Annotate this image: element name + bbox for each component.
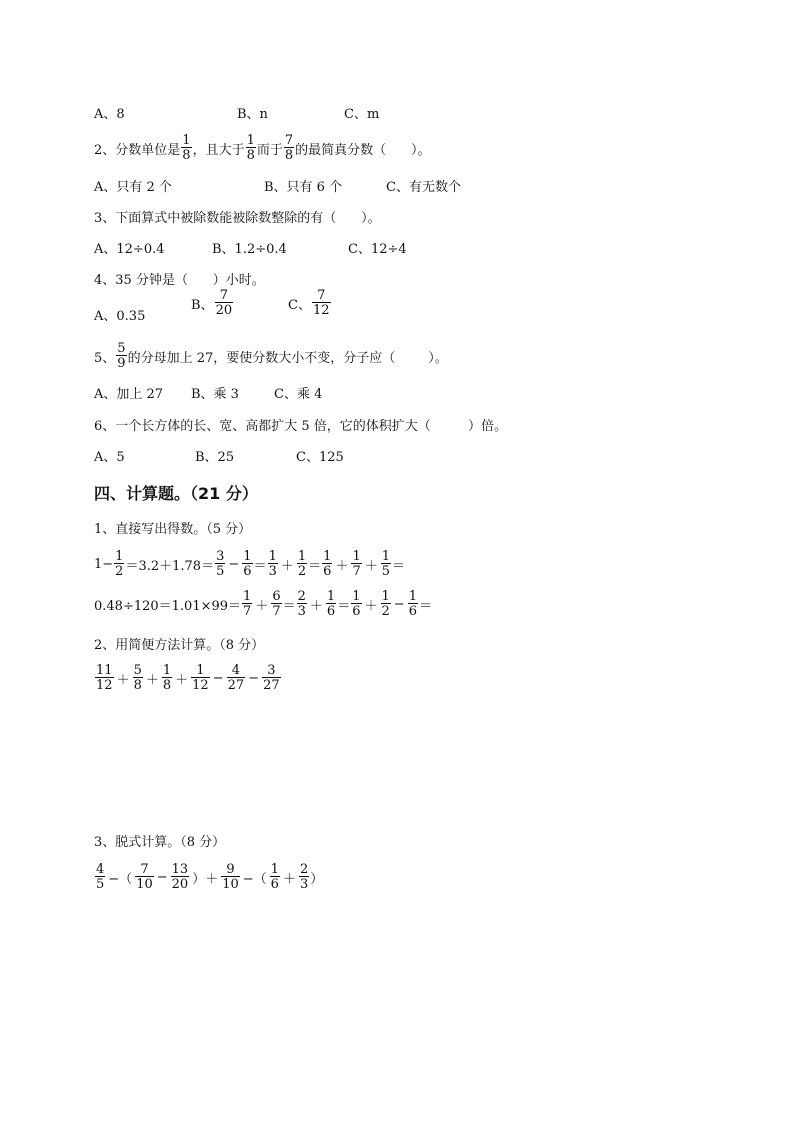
fraction [270, 863, 280, 891]
fraction [312, 289, 331, 317]
expression-text: − [156, 869, 168, 885]
denominator: 6 [243, 564, 252, 579]
expression-text: ＋ [335, 558, 349, 574]
denominator: 6 [270, 877, 279, 892]
fraction [322, 550, 332, 578]
numerator: 7 [140, 862, 149, 877]
numerator: 1 [182, 133, 191, 148]
numerator: 1 [326, 589, 336, 604]
expression-text: −（ [242, 871, 267, 887]
fraction [227, 664, 246, 692]
q4-option-c: C、 $\frac{7}{12}$ [288, 288, 330, 318]
q2-option-b: B、只有 6 个 [264, 179, 343, 195]
fraction [215, 550, 225, 578]
denominator: 3 [299, 877, 309, 892]
q2-prefix: 2、分数单位是 [94, 142, 181, 158]
q1-option-b: B、n [237, 106, 268, 122]
question-6 [94, 407, 507, 441]
numerator: 7 [219, 288, 228, 303]
denominator: 12 [96, 678, 113, 693]
expression-text: ＋ [116, 672, 130, 688]
denominator: 8 [246, 148, 255, 163]
numerator: 1 [196, 663, 205, 678]
expression-text: − [393, 596, 405, 612]
denominator: 27 [263, 678, 280, 693]
expression-text: − [248, 670, 260, 686]
question-3 [94, 199, 381, 233]
part-1-row-2 [94, 587, 432, 621]
denominator: 10 [222, 877, 239, 892]
fraction [326, 590, 336, 618]
expression-text: ）＋ [192, 871, 219, 887]
q4-option-b: B、 $\frac{7}{20}$ [191, 288, 233, 318]
q2-fraction-2 [246, 134, 256, 162]
fraction [381, 590, 391, 618]
numerator: 1 [323, 549, 332, 564]
q4-option-a: A、0.35 [94, 308, 146, 324]
fraction [162, 664, 172, 692]
q3-text: 3、下面算式中被除数能被除数整除的有（ ）。 [94, 210, 381, 226]
fraction [191, 664, 210, 692]
expression-text: 1− [94, 556, 114, 572]
numerator: 9 [226, 862, 235, 877]
denominator: 3 [297, 604, 306, 619]
fraction [299, 863, 309, 891]
numerator: 3 [216, 549, 225, 564]
fraction [297, 590, 307, 618]
numerator: 1 [381, 589, 390, 604]
denominator: 8 [284, 148, 294, 163]
q5-prefix: 5、 [94, 350, 116, 366]
denominator: 6 [352, 604, 361, 619]
expression-text: ＝ [253, 558, 267, 574]
expression-text: ＝ [337, 598, 351, 614]
numerator: 3 [267, 663, 276, 678]
expression-text: ＝ [392, 558, 406, 574]
expression-text: − [212, 670, 224, 686]
q1-option-c: C、m [344, 106, 380, 122]
numerator: 1 [352, 549, 361, 564]
fraction [351, 590, 361, 618]
question-5 [94, 339, 448, 373]
numerator: 1 [352, 589, 361, 604]
fraction [221, 863, 240, 891]
q2-suffix: 的最简真分数（ ）。 [295, 142, 431, 158]
q6-option-c: C、125 [296, 449, 344, 465]
numerator: 1 [408, 589, 417, 604]
denominator: 9 [117, 356, 126, 371]
numerator: 4 [96, 862, 105, 877]
expression-text: ＝ [308, 558, 322, 574]
expression-text: ＋ [364, 558, 378, 574]
fraction [133, 664, 143, 692]
numerator: 1 [162, 663, 172, 678]
q2-fraction-1 [181, 134, 191, 162]
expression-text: ＋ [309, 598, 323, 614]
numerator: 1 [297, 549, 307, 564]
expression-text: ） [310, 871, 324, 887]
q4-options-row [94, 288, 694, 331]
q5-suffix: 的分母加上 27，要使分数大小不变，分子应（ ）。 [127, 350, 448, 366]
fraction [215, 289, 234, 317]
part-2-title: 2、用简便方法计算。（8 分） [94, 637, 265, 653]
expression-text: ＋ [175, 672, 189, 688]
q6-option-b: B、25 [195, 449, 235, 465]
q2-options-row [94, 168, 694, 202]
fraction [381, 550, 391, 578]
q5-option-b: B、乘 3 [191, 386, 239, 402]
expression-text: ＝ [418, 598, 432, 614]
q3-options-row [94, 230, 694, 264]
part-2-expression [94, 661, 282, 695]
denominator: 7 [243, 604, 252, 619]
denominator: 20 [215, 303, 233, 318]
numerator: 1 [115, 549, 124, 564]
denominator: 20 [171, 877, 189, 892]
q6-text: 6、一个长方体的长、宽、高都扩大 5 倍，它的体积扩大（ ）倍。 [94, 418, 507, 434]
denominator: 12 [312, 303, 330, 318]
denominator: 6 [326, 604, 336, 619]
denominator: 10 [136, 877, 153, 892]
fraction [297, 550, 307, 578]
fraction [271, 590, 281, 618]
question-2 [94, 131, 430, 165]
expression-text: −（ [108, 871, 133, 887]
q5-fraction [116, 342, 126, 370]
denominator: 3 [268, 564, 277, 579]
q5-options-row [94, 375, 694, 409]
expression-text: ＋ [364, 598, 378, 614]
numerator: 7 [317, 288, 326, 303]
denominator: 5 [96, 877, 105, 892]
denominator: 7 [352, 564, 361, 579]
part-1-row-1 [94, 547, 405, 581]
denominator: 7 [272, 604, 281, 619]
q3-option-c: C、12÷4 [348, 241, 407, 257]
q5-option-a: A、加上 27 [94, 386, 164, 402]
q6-options-row [94, 438, 694, 472]
denominator: 5 [216, 564, 225, 579]
fraction [408, 590, 418, 618]
numerator: 1 [270, 862, 279, 877]
expression-text: − [228, 556, 240, 572]
fraction [351, 550, 361, 578]
part-3-expression [94, 860, 323, 894]
fraction [262, 664, 281, 692]
expression-text: ＋ [280, 558, 294, 574]
section-4-heading: 四、计算题。（21 分） [94, 483, 258, 503]
numerator: 4 [231, 663, 241, 678]
expression-text: 0.48÷120＝1.01×99＝ [94, 598, 242, 614]
expression-text: ＋ [255, 598, 269, 614]
expression-text: ＝ [282, 598, 296, 614]
numerator: 2 [297, 589, 306, 604]
q3-option-b: B、1.2÷0.4 [212, 241, 287, 257]
expression-text: ＋ [145, 672, 159, 688]
q1-option-a: A、8 [94, 106, 125, 122]
question-4 [94, 261, 265, 295]
numerator: 11 [96, 663, 113, 678]
q1-options-row [94, 95, 694, 129]
denominator: 6 [408, 604, 417, 619]
numerator: 2 [299, 862, 309, 877]
fraction [135, 863, 154, 891]
q6-option-a: A、5 [94, 449, 125, 465]
denominator: 12 [192, 678, 209, 693]
q2-mid-2: 而于 [256, 142, 283, 158]
numerator: 5 [117, 341, 126, 356]
denominator: 8 [162, 678, 172, 693]
q3-option-a: A、12÷0.4 [94, 241, 165, 257]
denominator: 8 [182, 148, 191, 163]
numerator: 13 [171, 862, 189, 877]
fraction [95, 863, 105, 891]
denominator: 5 [381, 564, 391, 579]
denominator: 2 [115, 564, 124, 579]
fraction [171, 863, 190, 891]
q2-fraction-3 [284, 134, 294, 162]
numerator: 5 [133, 663, 142, 678]
numerator: 6 [272, 589, 281, 604]
q5-option-c: C、乘 4 [274, 386, 323, 402]
numerator: 1 [381, 549, 391, 564]
part-1-title: 1、直接写出得数。（5 分） [94, 521, 252, 537]
expression-text: ＝3.2＋1.78＝ [125, 558, 215, 574]
q4-text: 4、35 分钟是（ ）小时。 [94, 272, 265, 288]
numerator: 1 [246, 133, 255, 148]
expression-text: ＋ [282, 871, 296, 887]
fraction [242, 590, 252, 618]
fraction [268, 550, 278, 578]
part-3-title: 3、脱式计算。（8 分） [94, 834, 226, 850]
denominator: 27 [227, 678, 245, 693]
numerator: 1 [243, 549, 252, 564]
q2-option-c: C、有无数个 [386, 179, 461, 195]
fraction [114, 550, 124, 578]
denominator: 6 [323, 564, 332, 579]
fraction [242, 550, 252, 578]
numerator: 1 [243, 589, 252, 604]
fraction [95, 664, 114, 692]
numerator: 1 [268, 549, 277, 564]
numerator: 7 [284, 133, 294, 148]
q2-option-a: A、只有 2 个 [94, 179, 172, 195]
denominator: 8 [133, 678, 142, 693]
denominator: 2 [297, 564, 307, 579]
denominator: 2 [381, 604, 390, 619]
q2-mid-1: ，且大于 [192, 142, 245, 158]
